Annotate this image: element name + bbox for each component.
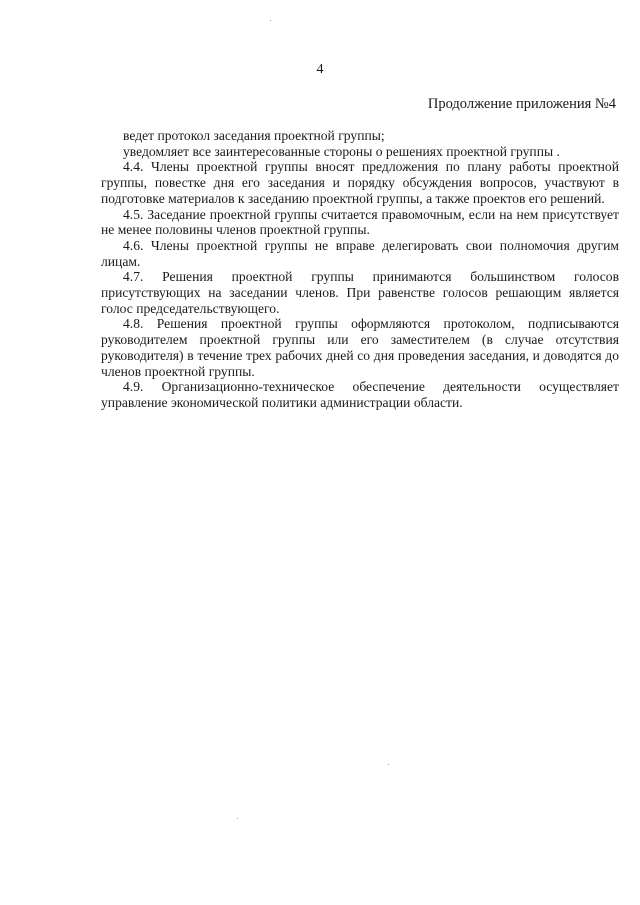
paragraph-4-6: 4.6. Члены проектной группы не вправе делегировать свои полномочия другим лицам. — [101, 237, 619, 269]
paragraph-1: ведет протокол заседания проектной группы; — [123, 128, 385, 143]
document-body — [101, 128, 619, 411]
page-number: 4 — [316, 62, 324, 77]
scan-speck — [237, 818, 238, 819]
paragraph-4-4: 4.4. Члены проектной группы вносят предложения по плану работы проектной группы, повестке дня его заседания и порядку обсуждения вопросов, участвуют в подготовке материалов к заседанию проектной группы, а также проектов его решений. — [101, 159, 619, 206]
paragraph-4-9: 4.9. Организационно-техническое обеспечение деятельности осуществляет управление экономической политики администрации области. — [101, 379, 619, 410]
scan-speck — [388, 764, 389, 765]
paragraph-2: уведомляет все заинтересованные стороны о решениях проектной группы . — [123, 143, 560, 159]
paragraph-4-7: 4.7. Решения проектной группы принимаются большинством голосов присутствующих на заседании членов. При равенстве голосов решающим является голос председательствующего. — [101, 269, 619, 316]
paragraph-4-8: 4.8. Решения проектной группы оформляются протоколом, подписываются руководителем проектной группы или его заместителем (в случае отсутствия руководителя) в течение трех рабочих дней со дня проведения заседания, и доводятся до членов проектной группы. — [101, 316, 619, 379]
appendix-header: Продолжение приложения №4 — [427, 96, 616, 112]
paragraph-4-5: 4.5. Заседание проектной группы считается правомочным, если на нем присутствует не менее половины членов проектной группы. — [101, 206, 619, 238]
scan-speck — [270, 20, 271, 21]
